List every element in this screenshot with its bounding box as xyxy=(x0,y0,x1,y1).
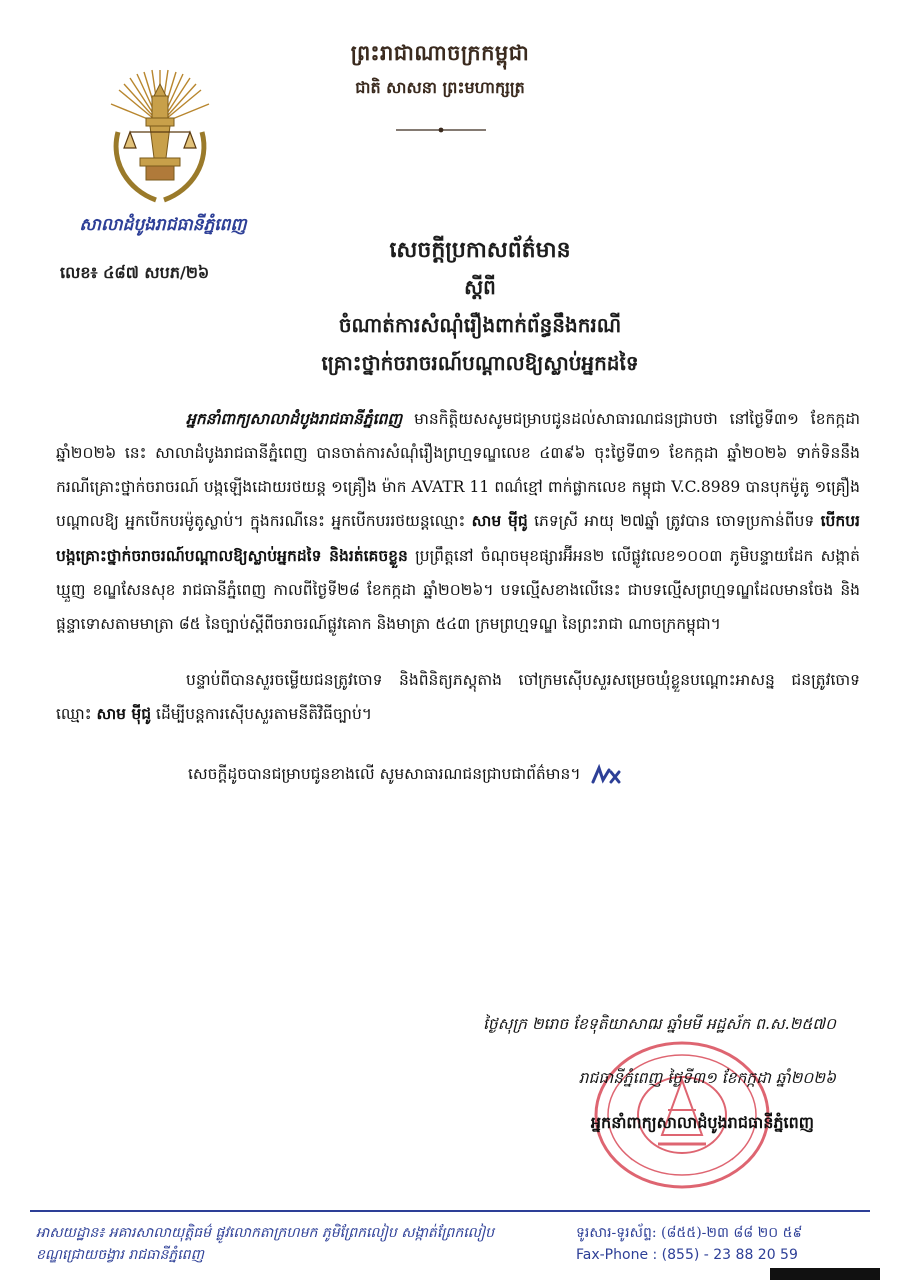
title-line-1: សេចក្ដីប្រកាសព័ត៌មាន xyxy=(389,237,571,263)
p2-text-b: ដើម្បីបន្តការស៊ើបសួរតាមនីតិវិធីច្បាប់។ xyxy=(151,705,373,724)
court-name: សាលាដំបូងរាជធានីភ្នំពេញ xyxy=(79,215,247,235)
charge-text: បើកបរបង្កគ្រោះថ្នាក់ចរាចរណ៍បណ្ដាលឱ្យស្លាប់អ្នកដទៃ និងរត់គេចខ្លួន xyxy=(56,511,860,566)
court-emblem-icon xyxy=(100,62,220,212)
p2-text-a: បន្ទាប់ពីបានសួរចម្លើយជនត្រូវចោទ និងពិនិត្យភស្តុតាង ចៅក្រមស៊ើបសួរសម្រេចឃុំខ្លួនបណ្ដោះអាសន្ន ជនត្រូវចោទឈ្មោះ xyxy=(56,670,860,724)
title-line-4: គ្រោះថ្នាក់ចរាចរណ៍បណ្ដាលឱ្យស្លាប់អ្នកដទៃ xyxy=(321,351,639,375)
paragraph-3 xyxy=(188,758,860,792)
national-motto: ជាតិ សាសនា ព្រះមហាក្សត្រ xyxy=(355,78,525,97)
p1-text-c: ប្រព្រឹត្តនៅ ចំណុចមុខផ្សារអ៊ីអន២ លើផ្លូវលេខ១០០៣ ភូមិបន្ទាយដែក សង្កាត់ឃ្មួញ ខណ្ឌសែនសុខ រាជធានីភ្នំពេញ កាលពីថ្ងៃទី២៨ ខែកក្កដា ឆ្នាំ២០២៦។ បទល្មើសខាងលើនេះ ជាបទល្មើសព្រហ្មទណ្ឌដែលមានចែង និង ផ្ដន្ទាទោសតាមមាត្រា ៨៥ នៃច្បាប់ស្ដីពីចរាចរណ៍ផ្លូវគោក និងមាត្រា ៥៤៣ ក្រមព្រហ្មទណ្ឌ នៃព្រះរាជា ណាចក្រកម្ពុជា។ xyxy=(56,547,860,633)
kingdom-heading xyxy=(300,40,580,101)
accused-name: សាម ម៉ីជូ xyxy=(471,511,528,531)
address-line-1: អាសយដ្ឋាន៖ អគារសាលាយុត្តិធម៌ ផ្លូវលោកតាក្រហមក ភូមិព្រែកលៀប សង្កាត់ព្រែកលៀប xyxy=(36,1225,495,1241)
phone-khmer: ទូរសារ-ទូរស័ព្ទ: (៨៥៥)-២៣ ៨៨ ២០ ៥៩ xyxy=(576,1225,803,1241)
title-line-3: ចំណាត់ការសំណុំរឿងពាក់ព័ន្ធនឹងករណី xyxy=(338,313,622,337)
spokesperson-lead: អ្នកនាំពាក្យសាលាដំបូងរាជធានីភ្នំពេញ xyxy=(186,409,403,428)
document-title xyxy=(200,236,760,380)
footer-address xyxy=(36,1222,576,1266)
p1-text-b: ភេទស្រី អាយុ ២៧ឆ្នាំ ត្រូវបាន ចោទប្រកាន់ពីបទ xyxy=(527,512,821,531)
paragraph-2 xyxy=(56,664,860,733)
fax-phone: Fax-Phone : (855) - 23 88 20 59 xyxy=(576,1247,798,1263)
address-line-2: ខណ្ឌជ្រោយចង្វារ រាជធានីភ្នំពេញ xyxy=(36,1247,204,1263)
reference-number: លេខ៖ ៤៨៧ សបភ/២៦ xyxy=(60,263,210,282)
lunar-date: ថ្ងៃសុក្រ ២រោច ខែទុតិយាសាឍ ឆ្នាំមមី អដ្ឋស័ក ព.ស.២៥៧០ xyxy=(482,1015,836,1033)
handwritten-mark-icon xyxy=(589,764,623,786)
place-and-date: រាជធានីភ្នំពេញ ថ្ងៃទី៣១ ខែកក្កដា ឆ្នាំ២០២៦ xyxy=(578,1069,836,1087)
kingdom-name: ព្រះរាជាណាចក្រកម្ពុជា xyxy=(350,40,530,65)
paragraph-1 xyxy=(56,402,860,642)
p3-text: សេចក្ដីដូចបានជម្រាបជូនខាងលើ សូមសាធារណជនជ្រាបជាព័ត៌មាន។ xyxy=(188,765,581,784)
signer-title: អ្នកនាំពាក្យសាលាដំបូងរាជធានីភ្នំពេញ xyxy=(590,1113,814,1132)
ornament-divider xyxy=(396,126,486,134)
accused-name-2: សាម ម៉ីជូ xyxy=(96,704,152,724)
title-line-2: ស្ដីពី xyxy=(464,275,496,299)
scan-edge-bar xyxy=(770,1268,880,1280)
p1-text-a: មានកិត្តិយសសូមជម្រាបជូនដល់សាធារណជនជ្រាបថា នៅថ្ងៃទី៣១ ខែកក្កដា ឆ្នាំ២០២៦ នេះ សាលាដំបូងរាជធានីភ្នំពេញ បានចាត់ការសំណុំរឿងព្រហ្មទណ្ឌលេខ ៤៣៩៦ ចុះថ្ងៃទី៣១ ខែកក្កដា ឆ្នាំ២០២៦ ទាក់ទិននឹងករណីគ្រោះថ្នាក់ចរាចរណ៍ បង្កឡើងដោយរថយន្ត ១គ្រឿង ម៉ាក AVATR 11 ពណ៌ខ្មៅ ពាក់ផ្លាកលេខ កម្ពុជា V.C.8989 បានបុកម៉ូតូ ១គ្រឿង បណ្ដាលឱ្យ អ្នកបើកបរម៉ូតូស្លាប់។ ក្នុងករណីនេះ អ្នកបើកបររថយន្តឈ្មោះ xyxy=(56,410,860,531)
footer-contact xyxy=(576,1222,856,1266)
body-text xyxy=(56,402,860,792)
footer-divider xyxy=(30,1210,870,1212)
